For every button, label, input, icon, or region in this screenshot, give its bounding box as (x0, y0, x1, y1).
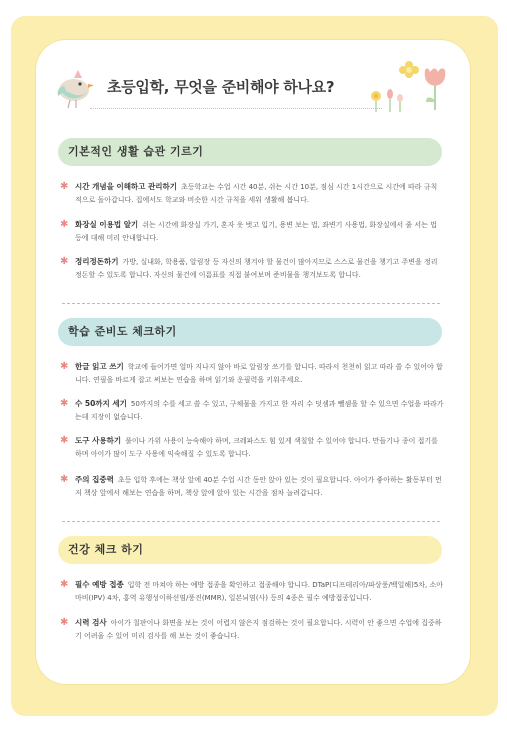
item-heading: 한글 읽고 쓰기 (75, 362, 124, 371)
list-item (60, 398, 444, 423)
list-item (60, 256, 444, 281)
item-body: 입학 전 마쳐야 하는 예방 접종을 확인하고 접종해야 합니다. DTaP(디프테리아/파상풍/백일해)5차, 소아마비(IPV) 4차, 홍역 유행성이하선염/풍진(MMR), 일본뇌염(사) 등의 4종은 필수 예방접종입니다. (75, 581, 444, 602)
item-heading: 수 50까지 세기 (75, 399, 127, 408)
item-heading: 필수 예방 접종 (75, 580, 124, 589)
list-item (60, 435, 444, 460)
star-icon: ✱ (60, 579, 69, 590)
item-body: 50까지의 수를 세고 쓸 수 있고, 구체물을 가지고 한 자리 수 덧셈과 뺄셈을 할 수 있으면 수업을 따라가는데 지장이 없습니다. (75, 400, 444, 421)
item-heading: 도구 사용하기 (75, 436, 122, 445)
item-heading: 화장실 이용법 알기 (75, 220, 139, 229)
list-item (60, 361, 444, 386)
section-title-study: 학습 준비도 체크하기 (58, 318, 442, 346)
list-item (60, 181, 444, 206)
title-underline (90, 108, 382, 109)
item-heading: 주의 집중력 (75, 475, 114, 484)
star-icon: ✱ (60, 181, 69, 192)
section-divider (62, 303, 440, 304)
star-icon: ✱ (60, 256, 69, 267)
star-icon: ✱ (60, 474, 69, 485)
item-heading: 시력 검사 (75, 618, 107, 627)
star-icon: ✱ (60, 219, 69, 230)
item-body: 풀이나 가위 사용이 능숙해야 하며, 크레파스도 힘 있게 색칠할 수 있어야 합니다. 만들기나 종이 접기를 하며 아이가 많이 도구 사용에 익숙해질 수 있도록 합니다. (75, 437, 438, 458)
item-heading: 정리정돈하기 (75, 257, 119, 266)
item-body: 초등 입학 후에는 책상 앞에 40분 수업 시간 동안 앉아 있는 것이 필요합니다. 아이가 좋아하는 활동부터 먼저 책상 앞에서 해보는 연습을 하며, 책상 앞에 앉아 있는 시간을 점차 늘려갑니다. (75, 476, 442, 497)
item-body: 쉬는 시간에 화장실 가기, 혼자 옷 벗고 입기, 용변 보는 법, 좌변기 사용법, 화장실에서 줄 서는 법 등에 대해 미리 안내합니다. (75, 221, 437, 242)
star-icon: ✱ (60, 398, 69, 409)
page-title: 초등입학, 무엇을 준비해야 하나요? (107, 78, 335, 96)
section-title-health: 건강 체크 하기 (58, 536, 442, 564)
star-icon: ✱ (60, 361, 69, 372)
list-item (60, 219, 444, 244)
star-icon: ✱ (60, 617, 69, 628)
flower-icon (398, 60, 420, 80)
item-heading: 시간 개념을 이해하고 관리하기 (75, 182, 178, 191)
item-body: 아이가 칠판이나 화면을 보는 것이 어렵지 않은지 점검하는 것이 필요합니다. 시력이 안 좋으면 수업에 집중하기 어려울 수 있어 미리 검사를 해 보는 것이 좋습니다. (75, 619, 442, 640)
section-divider (62, 521, 440, 522)
item-body: 초등학교는 수업 시간 40분, 쉬는 시간 10분, 점심 시간 1시간으로 시간에 따라 규칙적으로 돌아갑니다. 집에서도 학교와 비슷한 시간 규칙을 세워 생활해 봅니다. (75, 183, 438, 204)
list-item (60, 474, 444, 499)
star-icon: ✱ (60, 435, 69, 446)
item-body: 학교에 들어가면 얼마 지나지 않아 바로 알림장 쓰기를 합니다. 따라서 천천히 읽고 따라 쓸 수 있어야 합니다. 연필을 바르게 잡고 써보는 연습을 하며 읽기와 운필력을 키워주세요. (75, 363, 443, 384)
list-item (60, 579, 444, 604)
list-item (60, 617, 444, 642)
bird-icon (52, 66, 96, 110)
tulip-icon (420, 66, 450, 112)
item-body: 가방, 실내화, 학용품, 알림장 등 자신의 챙겨야 할 물건이 많아지므로 스스로 물건을 챙기고 주변을 정리정돈할 수 있도록 합니다. 자신의 물건에 이름표를 직접 붙여보며 준비물을 챙겨보도록 합니다. (75, 258, 438, 279)
section-title-habits: 기본적인 생활 습관 기르기 (58, 138, 442, 166)
